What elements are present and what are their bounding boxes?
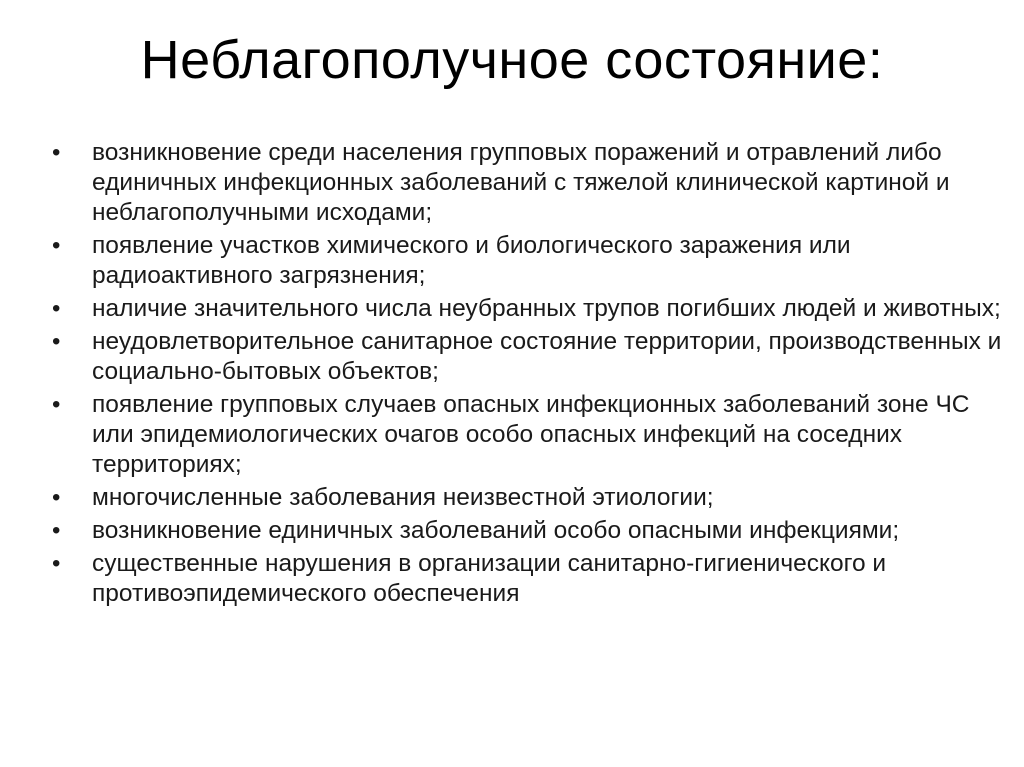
bullet-icon: •	[52, 550, 61, 577]
list-item	[52, 294, 1002, 324]
list-item-text: существенные нарушения в организации санитарно-гигиенического и противоэпидемического обеспечения	[92, 550, 887, 607]
bullet-icon: •	[52, 328, 61, 355]
bullet-icon: •	[52, 517, 61, 544]
bullet-list	[52, 138, 1002, 612]
bullet-icon: •	[52, 232, 61, 259]
list-item	[52, 549, 1002, 609]
list-item-text: неудовлетворительное санитарное состояние территории, производственных и социально-бытовых объектов;	[92, 328, 1002, 385]
list-item	[52, 231, 1002, 291]
list-item	[52, 516, 1002, 546]
bullet-icon: •	[52, 391, 61, 418]
bullet-icon: •	[52, 295, 61, 322]
list-item-text: возникновение единичных заболеваний особо опасными инфекциями;	[92, 517, 900, 544]
list-item	[52, 390, 1002, 480]
list-item-text: появление групповых случаев опасных инфекционных заболеваний зоне ЧС или эпидемиологических очагов особо опасных инфекций на соседних территориях;	[92, 391, 970, 478]
list-item-text: возникновение среди населения групповых поражений и отравлений либо единичных инфекционных заболеваний с тяжелой клинической картиной и неблагополучными исходами;	[92, 139, 950, 226]
list-item-text: наличие значительного числа неубранных трупов погибших людей и животных;	[92, 295, 1001, 322]
list-item-text: появление участков химического и биологического заражения или радиоактивного загрязнения;	[92, 232, 851, 289]
list-item	[52, 483, 1002, 513]
bullet-icon: •	[52, 139, 61, 166]
bullet-icon: •	[52, 484, 61, 511]
list-item	[52, 138, 1002, 228]
slide-title: Неблагополучное состояние:	[140, 30, 884, 90]
list-item	[52, 327, 1002, 387]
list-item-text: многочисленные заболевания неизвестной этиологии;	[92, 484, 714, 511]
